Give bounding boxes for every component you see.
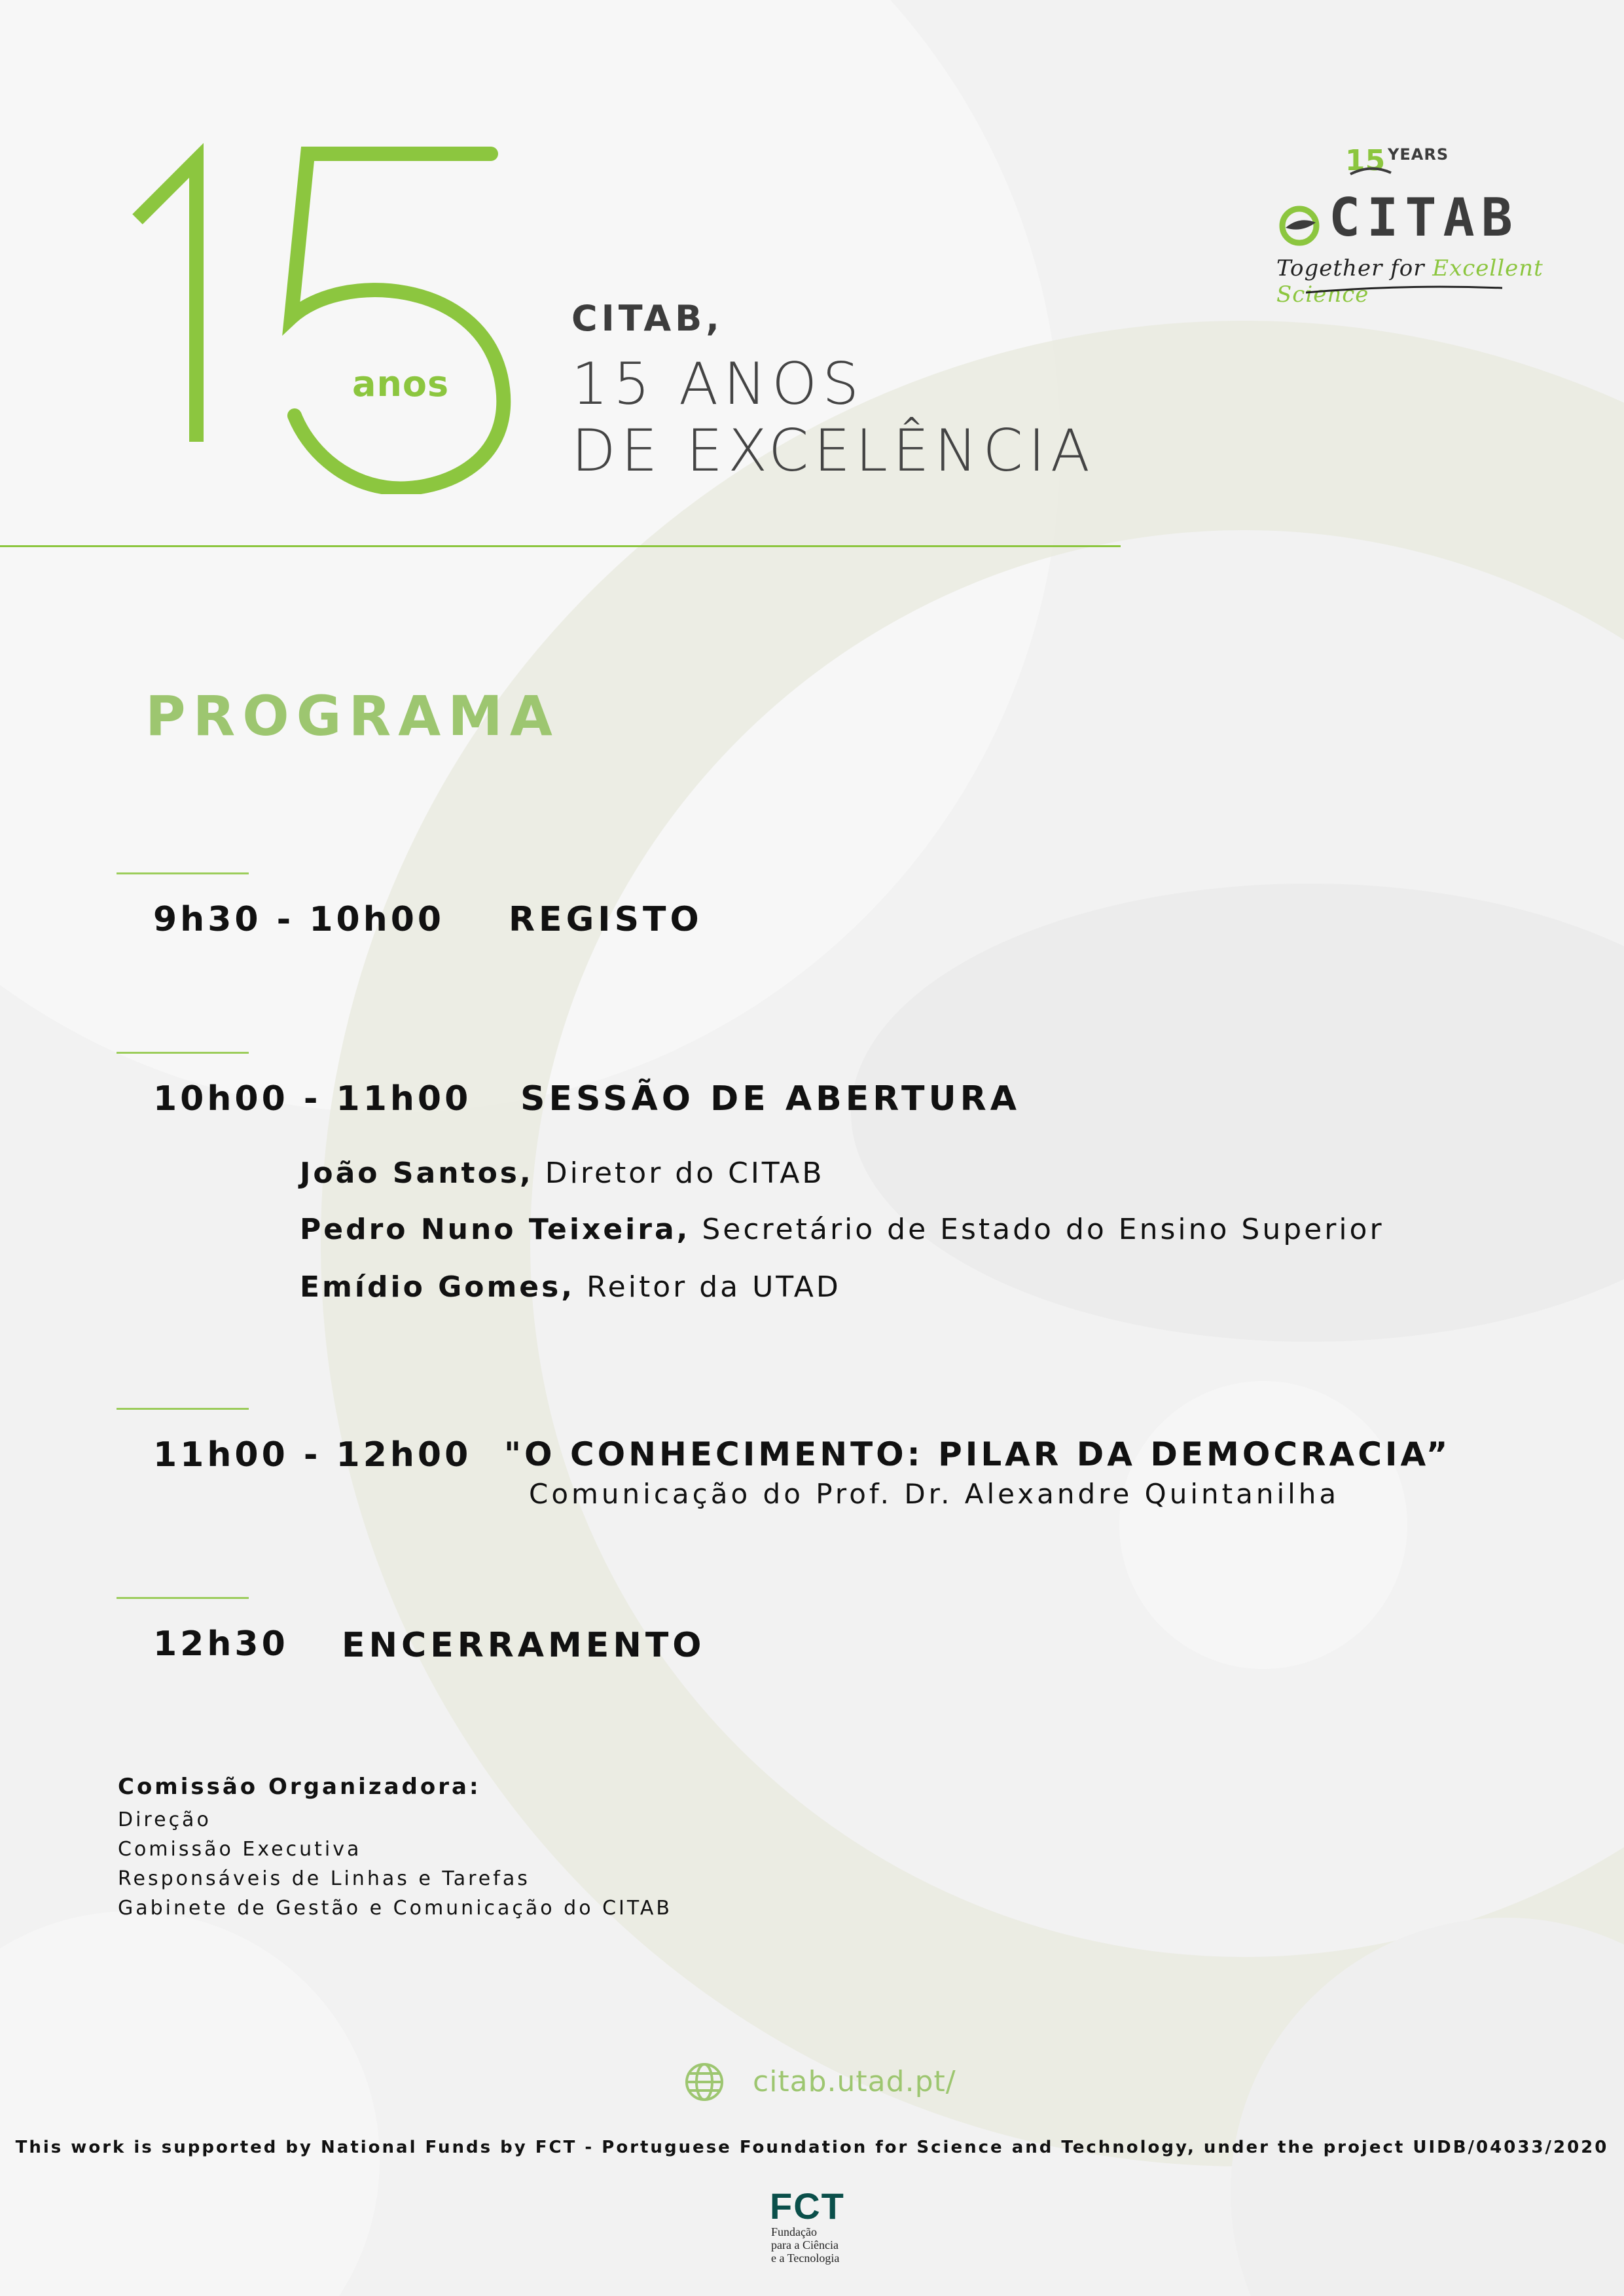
committee-item: Direção <box>118 1808 211 1831</box>
schedule-title: "O CONHECIMENTO: PILAR DA DEMOCRACIA” <box>504 1435 1451 1473</box>
big-fifteen-graphic <box>124 141 530 494</box>
fct-logo-line2: para a Ciência <box>771 2238 839 2251</box>
committee-item: Gabinete de Gestão e Comunicação do CITAB <box>118 1897 672 1920</box>
logo-tagline <box>1276 255 1624 308</box>
programa-heading: PROGRAMA <box>145 684 560 748</box>
fct-logo-line1: Fundação <box>771 2225 817 2238</box>
speaker-line <box>300 1270 841 1304</box>
speaker-name: João Santos, <box>300 1157 533 1190</box>
schedule-title: SESSÃO DE ABERTURA <box>520 1079 1020 1119</box>
schedule-separator <box>117 1597 249 1599</box>
svg-text:15: 15 <box>1345 144 1386 177</box>
logo-swoosh <box>1306 283 1509 296</box>
schedule-time: 12h30 <box>153 1624 289 1664</box>
speaker-role: Secretário de Estado do Ensino Superior <box>702 1213 1384 1246</box>
anos-label: anos <box>352 363 450 404</box>
speaker-line <box>300 1157 825 1190</box>
website-link[interactable]: citab.utad.pt/ <box>753 2065 956 2098</box>
globe-icon <box>684 2062 725 2102</box>
logo-name: CITAB <box>1329 187 1519 248</box>
header-title-line3: DE EXCELÊNCIA <box>571 417 1095 484</box>
schedule-separator <box>117 872 249 874</box>
schedule-separator <box>117 1052 249 1054</box>
committee-item: Comissão Executiva <box>118 1838 362 1861</box>
logo-tagline-part1: Together for <box>1276 255 1433 281</box>
committee-heading: Comissão Organizadora: <box>118 1774 481 1800</box>
schedule-title: REGISTO <box>509 900 703 939</box>
speaker-name: Pedro Nuno Teixeira, <box>300 1213 691 1246</box>
schedule-time: 10h00 - 11h00 <box>153 1079 472 1119</box>
fct-logo-line3: e a Tecnologia <box>771 2251 840 2265</box>
logo-years-label: YEARS <box>1388 145 1449 164</box>
speaker-role: Diretor do CITAB <box>545 1157 825 1190</box>
speaker-role: Reitor da UTAD <box>586 1270 841 1304</box>
funding-statement: This work is supported by National Funds by FCT - Portuguese Foundation for Science and Technology, under the project UIDB/04033/2020 <box>15 2138 1609 2157</box>
header-title-line2: 15 ANOS <box>571 350 865 418</box>
years-15-mark <box>1345 144 1394 177</box>
header-divider <box>0 545 1121 547</box>
schedule-subtitle: Comunicação do Prof. Dr. Alexandre Quintanilha <box>529 1478 1340 1510</box>
schedule-separator <box>117 1408 249 1410</box>
committee-item: Responsáveis de Linhas e Tarefas <box>118 1867 530 1890</box>
schedule-time: 9h30 - 10h00 <box>153 900 445 939</box>
header-title-citab: CITAB, <box>571 298 723 339</box>
leaf-icon <box>1276 203 1322 249</box>
schedule-time: 11h00 - 12h00 <box>153 1435 472 1475</box>
speaker-name: Emídio Gomes, <box>300 1270 575 1304</box>
fct-logo: FCT <box>770 2185 845 2227</box>
logo-tagline-part2: Excellent Science <box>1276 255 1543 308</box>
speaker-line <box>300 1213 1384 1246</box>
schedule-title: ENCERRAMENTO <box>342 1626 706 1665</box>
